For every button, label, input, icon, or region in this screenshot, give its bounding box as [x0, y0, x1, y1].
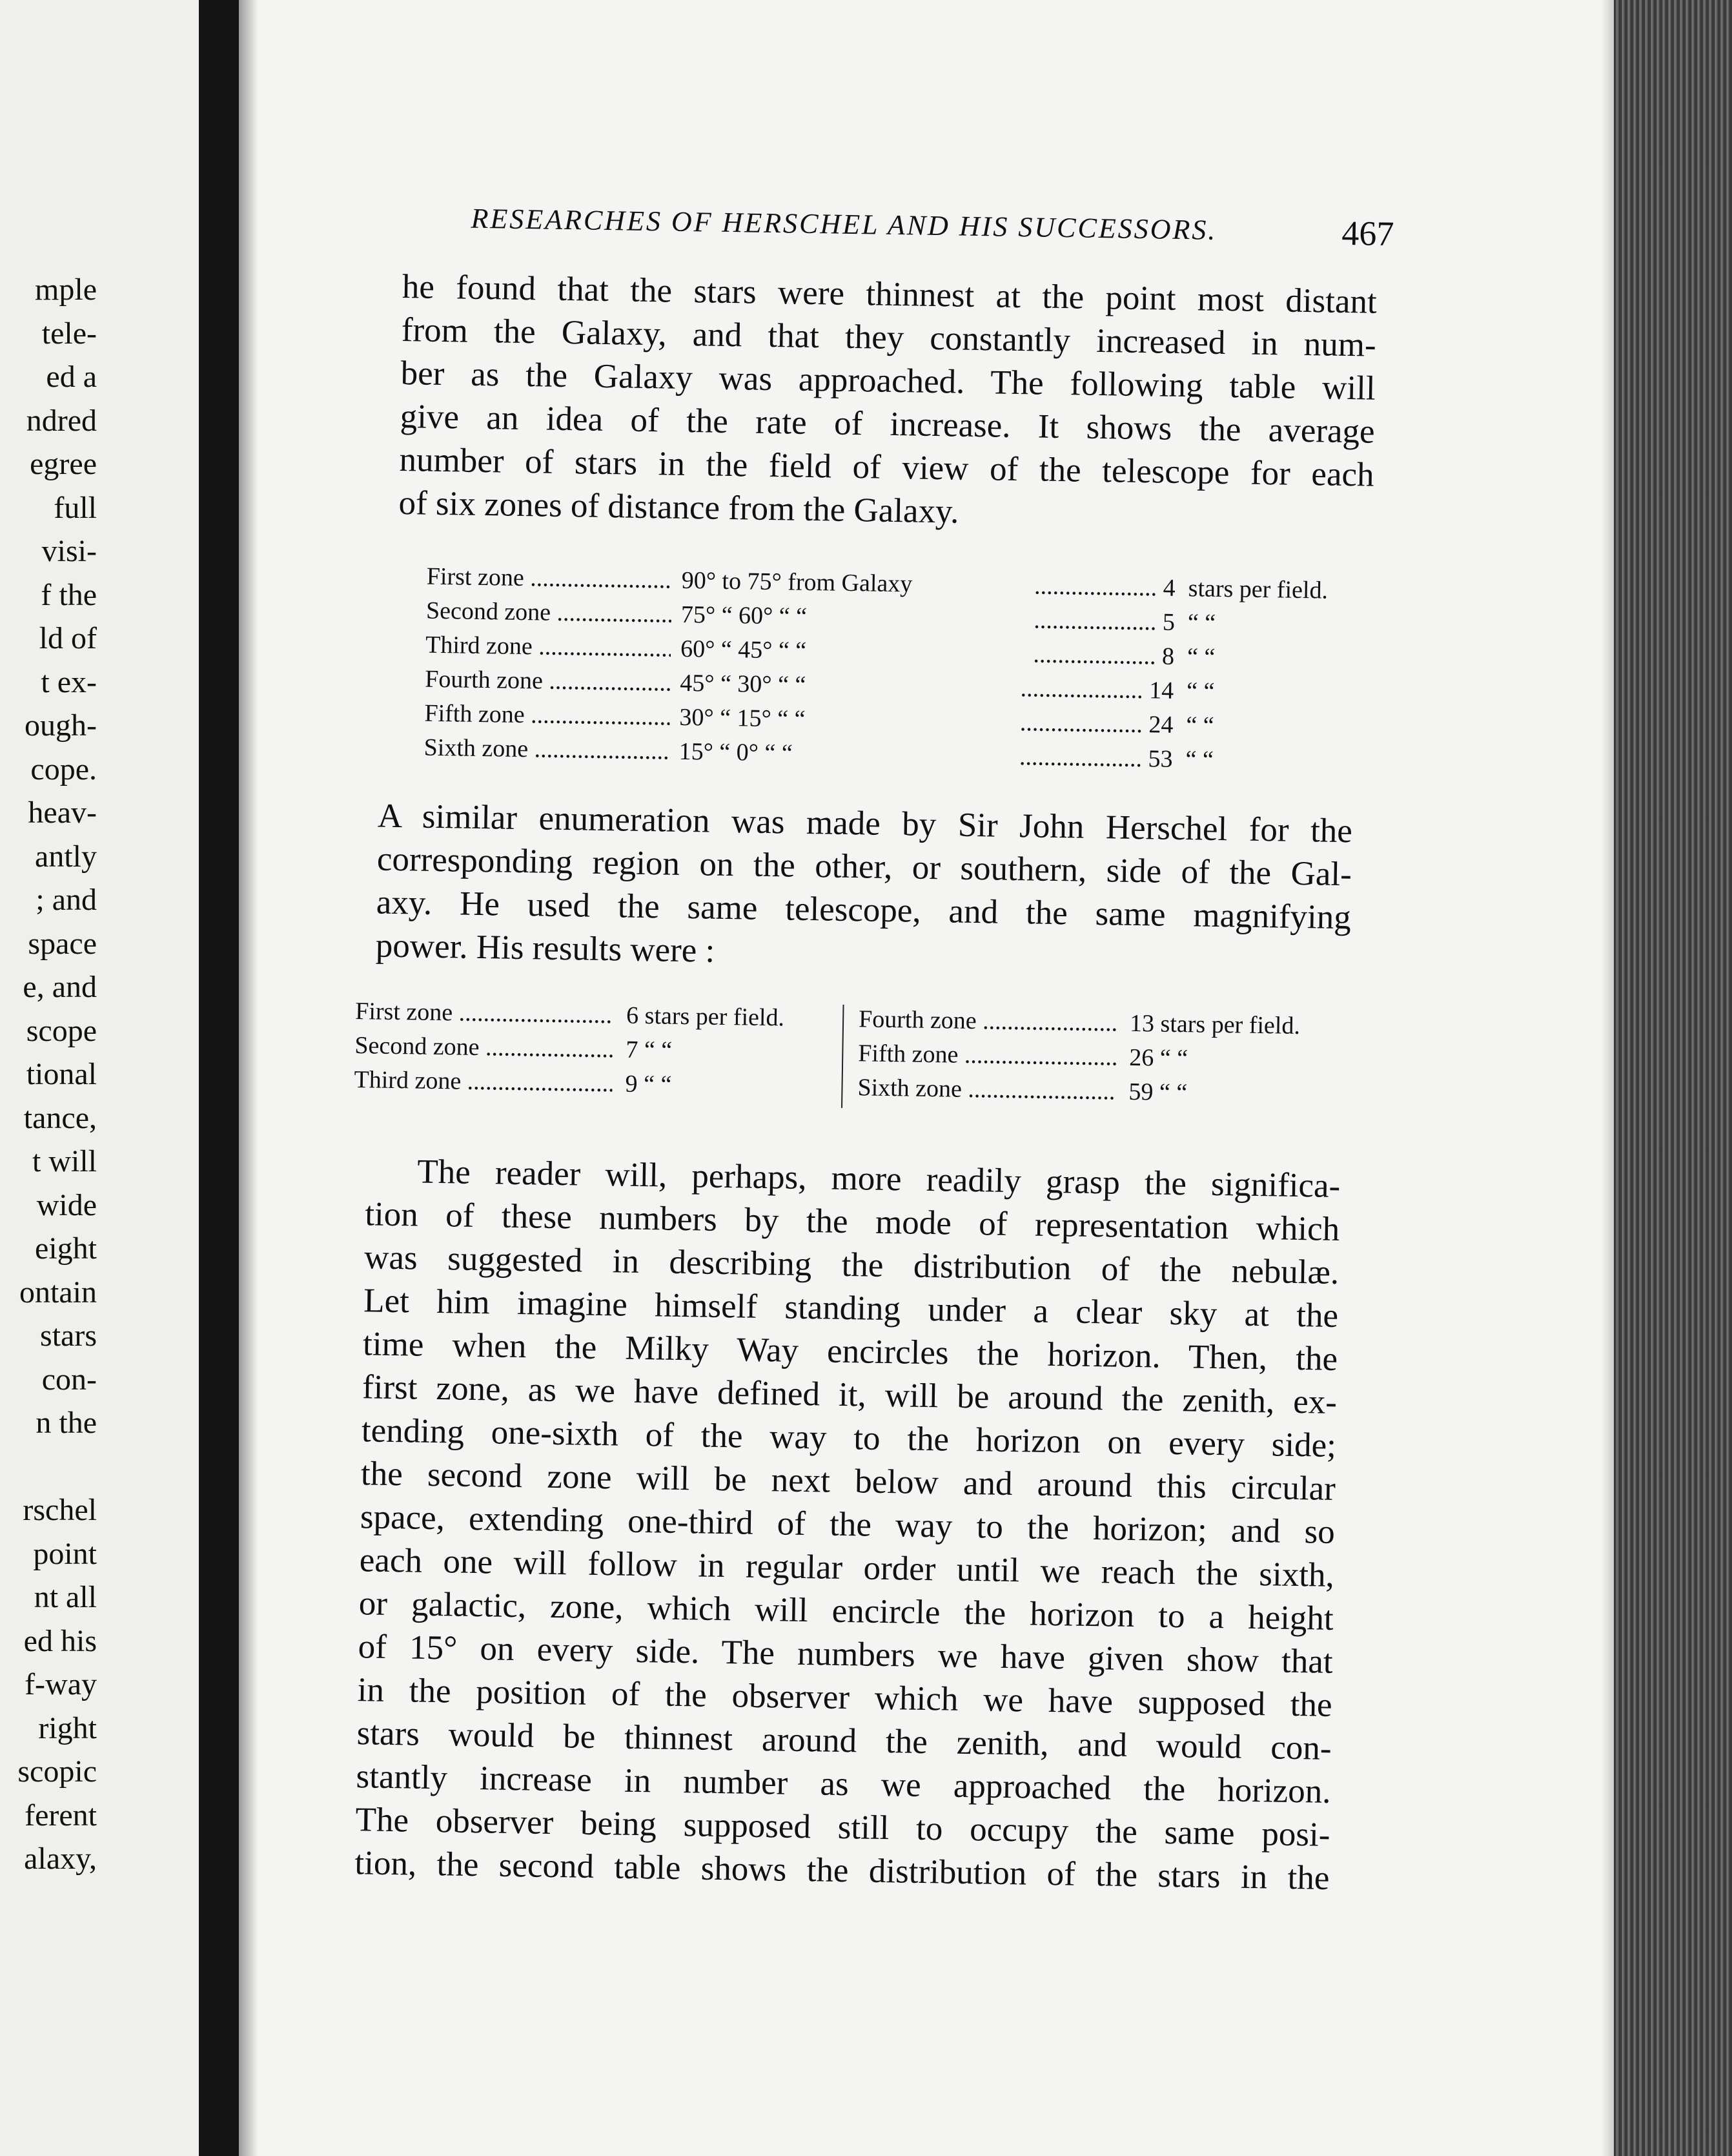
facing-page-fragment: egree [30, 447, 97, 481]
text-line: or galactic, zone, which will encircle the horizon to a height [358, 1585, 1334, 1638]
text-line: he found that the stars were thinnest at the point most distant [402, 268, 1378, 321]
text-line: The observer being supposed still to occupy the same posi- [355, 1801, 1330, 1854]
zone-label: Second zone ..... [426, 594, 672, 632]
text-line: stantly increase in number as we approached the horizon. [356, 1758, 1331, 1811]
text-line: number of stars in the field of view of the telescope for each [399, 440, 1374, 494]
table-column-right [857, 1002, 1323, 1112]
zone-label: Sixth zone ..... [423, 731, 669, 769]
zone-table-southern [354, 994, 1324, 1107]
paragraph-2 [375, 795, 1352, 983]
text-line: A similar enumeration was made by Sir John Herschel for the [377, 797, 1353, 850]
facing-page-fragment: tional [26, 1057, 97, 1091]
zone-range: 45° “ 30° “ “ [679, 669, 806, 699]
text-line: first zone, as we have defined it, will be around the zenith, ex- [362, 1368, 1338, 1421]
facing-page-fragment: cope. [30, 752, 97, 786]
text-line: axy. He used the same telescope, and the same magnifying [376, 883, 1352, 937]
star-count-value: 5 [1162, 608, 1176, 636]
facing-page-fragment: scopic [17, 1754, 97, 1789]
star-count-value: 8 [1161, 642, 1175, 670]
zone-label: Fifth zone ..... [424, 697, 670, 735]
count-unit: “ “ [1186, 677, 1215, 705]
facing-page-fragment: ; and [36, 883, 97, 917]
facing-page-fragment: nt all [34, 1580, 97, 1614]
text-line: ber as the Galaxy was approached. The following table will [400, 354, 1376, 407]
facing-page-fragment: ed his [23, 1623, 97, 1658]
text-line: tending one-sixth of the way to the horizon on every side; [361, 1412, 1337, 1464]
table-row [857, 1071, 1323, 1112]
count-unit: “ “ [1186, 712, 1214, 739]
binding-gutter [199, 0, 239, 2156]
facing-page-fragment: scope [26, 1013, 97, 1048]
count-unit: “ “ [1185, 746, 1214, 774]
text-line: of six zones of distance from the Galaxy. [398, 484, 959, 531]
text-line: tion of these numbers by the mode of representation which [364, 1195, 1340, 1248]
zone-table-northern [423, 560, 1329, 779]
facing-page-fragment: t will [32, 1144, 97, 1178]
zone-label: First zone ..... [355, 994, 614, 1032]
zone-label: Sixth zone ..... [857, 1071, 1116, 1109]
facing-page-fragment: heav- [28, 796, 97, 830]
text-line: from the Galaxy, and that they constantly increased in num- [401, 311, 1377, 364]
zone-range: 60° “ 45° “ “ [680, 635, 807, 664]
star-count: .................... 8 [1033, 641, 1175, 670]
facing-page-left [0, 0, 213, 2156]
running-head [471, 202, 1407, 262]
star-count-value: 14 [1148, 677, 1174, 704]
facing-page-fragment: visi- [41, 534, 97, 568]
zone-value: 59 “ “ [1128, 1078, 1188, 1107]
text-line: was suggested in describing the distribution of the nebulæ. [363, 1238, 1340, 1291]
facing-page-fragment: antly [35, 839, 97, 874]
text-line: give an idea of the rate of increase. It shows the average [400, 397, 1376, 451]
facing-page-fragment: wide [36, 1187, 97, 1222]
paragraph-3 [354, 1149, 1341, 1900]
facing-page-fragment: ndred [26, 403, 97, 438]
facing-page-fragment: tele- [41, 316, 97, 351]
zone-label: First zone ..... [426, 560, 672, 598]
star-count: .................... 4 [1034, 572, 1176, 602]
page-edge-shade [1601, 0, 1615, 2156]
running-head-title: RESEARCHES OF HERSCHEL AND HIS SUCCESSORS. [471, 202, 1217, 246]
zone-label: Third zone ..... [425, 628, 671, 666]
zone-range: 75° “ 60° “ “ [680, 601, 808, 630]
facing-page-fragment: ld of [39, 621, 97, 655]
text-line: Let him imagine himself standing under a clear sky at the [363, 1282, 1339, 1335]
facing-page-fragment: ed a [46, 360, 97, 394]
facing-page-fragment: alaxy, [24, 1842, 97, 1876]
star-count: .................... 14 [1020, 675, 1174, 704]
facing-page-fragment: ontain [19, 1275, 97, 1309]
star-count: .................... 53 [1019, 743, 1173, 773]
star-count: .................... 5 [1034, 606, 1176, 636]
facing-page-fragment: right [38, 1710, 97, 1745]
facing-page-fragment: tance, [23, 1100, 97, 1135]
count-unit: stars per field. [1188, 575, 1329, 604]
facing-page-fragment: f the [41, 577, 97, 612]
zone-value: 26 “ “ [1128, 1043, 1188, 1073]
page-body [334, 200, 1394, 1960]
zone-range: 30° “ 15° “ “ [679, 703, 806, 733]
zone-value: 9 “ “ [625, 1070, 672, 1098]
text-line: The reader will, perhaps, more readily grasp the significa- [416, 1153, 1341, 1206]
zone-value: 13 stars per field. [1129, 1009, 1301, 1040]
zone-value: 6 stars per field. [626, 1001, 785, 1032]
star-count-value: 24 [1148, 711, 1174, 739]
text-line: the second zone will be next below and around this circular [360, 1455, 1336, 1508]
zone-range: 90° to 75° from Galaxy [681, 566, 913, 598]
text-line: tion, the second table shows the distribution of the stars in the [354, 1844, 1330, 1897]
text-line: in the position of the observer which we have supposed the [357, 1671, 1333, 1724]
text-line: power. His results were : [375, 927, 715, 970]
zone-value: 7 “ “ [626, 1036, 673, 1064]
zone-label: Fifth zone ..... [858, 1036, 1117, 1074]
text-line: time when the Milky Way encircles the horizon. Then, the [362, 1325, 1338, 1378]
facing-page-fragment: con- [41, 1362, 97, 1397]
column-divider [841, 1005, 844, 1108]
facing-page-fragment: e, and [23, 970, 97, 1004]
zone-label: Fourth zone ..... [859, 1002, 1117, 1040]
star-count-value: 4 [1163, 574, 1176, 602]
facing-page-fragment: point [33, 1536, 97, 1571]
text-line: corresponding region on the other, or southern, side of the Gal- [376, 840, 1352, 894]
facing-page-fragment: space [28, 926, 97, 961]
page-number: 467 [1341, 213, 1394, 254]
facing-page-fragment: t ex- [41, 664, 97, 699]
zone-range: 15° “ 0° “ “ [678, 737, 793, 767]
text-line: each one will follow in regular order until we reach the sixth, [359, 1541, 1335, 1594]
table-column-left [354, 994, 833, 1105]
zone-label: Fourth zone ..... [425, 662, 671, 701]
count-unit: “ “ [1187, 643, 1216, 671]
facing-page-fragment: stars [40, 1319, 97, 1353]
facing-page-fragment: f-way [25, 1667, 97, 1701]
facing-page-fragment: eight [35, 1231, 97, 1266]
zone-label: Third zone ..... [354, 1063, 613, 1101]
facing-page-fragment: rschel [23, 1493, 97, 1527]
zone-label: Second zone ..... [354, 1029, 613, 1067]
facing-page-fragment: n the [36, 1406, 97, 1440]
facing-page-fragment: ough- [25, 708, 97, 743]
gutter-shadow [239, 0, 258, 2156]
page-edges [1614, 0, 1732, 2156]
text-line: stars would be thinnest around the zenith, and would con- [356, 1714, 1332, 1767]
facing-page-fragment: ferent [25, 1798, 97, 1833]
facing-page-fragment: full [54, 490, 97, 525]
table-row [354, 1063, 832, 1105]
facing-page-fragment: mple [35, 272, 97, 307]
count-unit: “ “ [1187, 609, 1216, 637]
paragraph-1 [398, 265, 1377, 540]
text-line: of 15° on every side. The numbers we have given show that [358, 1628, 1334, 1681]
star-count-value: 53 [1148, 745, 1173, 773]
text-line: space, extending one-third of the way to the horizon; and so [360, 1498, 1336, 1551]
star-count: .................... 24 [1019, 709, 1174, 739]
